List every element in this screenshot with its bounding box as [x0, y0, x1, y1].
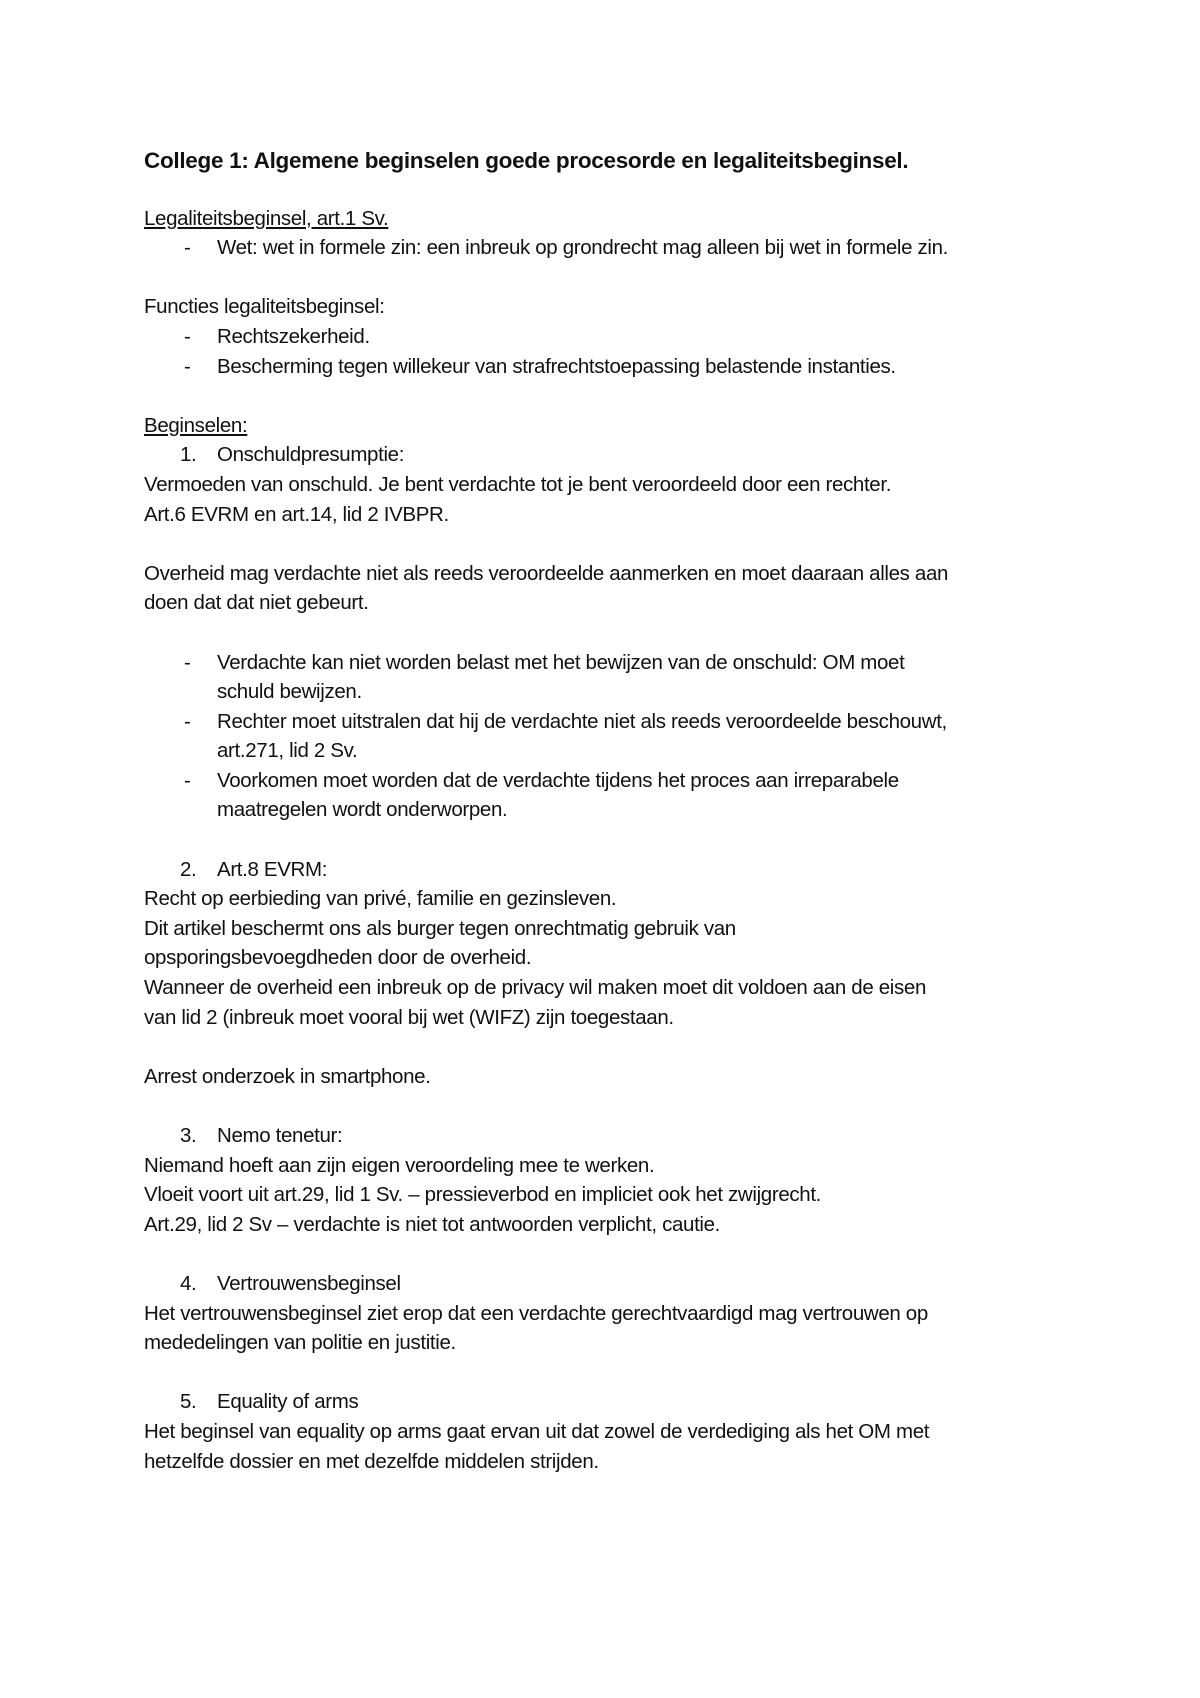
list-item-text: Verdachte kan niet worden belast met het bewijzen van de onschuld: OM moet	[217, 650, 905, 674]
bullet-dash: -	[184, 354, 191, 378]
section-heading-legaliteitsbeginsel: Legaliteitsbeginsel, art.1 Sv.	[144, 206, 389, 230]
item-label: Vertrouwensbeginsel	[217, 1271, 401, 1295]
bullet-dash: -	[184, 650, 191, 674]
numbered-item-heading	[144, 440, 1064, 470]
paragraph-line: opsporingsbevoegdheden door de overheid.	[144, 946, 532, 970]
paragraph-line: mededelingen van politie en justitie.	[144, 1331, 456, 1355]
list-item	[144, 352, 1064, 382]
section-heading-beginselen: Beginselen:	[144, 413, 248, 437]
paragraph-line: doen dat dat niet gebeurt.	[144, 591, 369, 615]
list-item	[144, 766, 1064, 796]
paragraph-line: Dit artikel beschermt ons als burger tegen onrechtmatig gebruik van	[144, 916, 736, 940]
numbered-item-heading	[144, 1269, 1064, 1299]
bullet-dash: -	[184, 709, 191, 733]
item-label: Nemo tenetur:	[217, 1124, 343, 1147]
item-label: Equality of arms	[217, 1390, 359, 1414]
list-item-text: maatregelen wordt onderworpen.	[217, 798, 508, 822]
list-item	[144, 233, 1064, 263]
list-item-text: Rechter moet uitstralen dat hij de verdachte niet als reeds veroordeelde beschouwt,	[217, 709, 947, 733]
list-item-continuation	[144, 736, 1064, 766]
list-item-text: art.271, lid 2 Sv.	[217, 739, 358, 763]
paragraph-line: Niemand hoeft aan zijn eigen veroordeling mee te werken.	[144, 1153, 655, 1177]
paragraph-line: Overheid mag verdachte niet als reeds veroordeelde aanmerken en moet daaraan alles aan	[144, 561, 949, 585]
list-item-text: Voorkomen moet worden dat de verdachte tijdens het proces aan irreparabele	[217, 768, 899, 792]
paragraph-line: Vermoeden van onschuld. Je bent verdachte tot je bent veroordeeld door een rechter.	[144, 472, 892, 496]
item-label: Art.8 EVRM:	[217, 857, 328, 881]
paragraph-line: Arrest onderzoek in smartphone.	[144, 1064, 431, 1088]
item-number: 2.	[180, 857, 197, 881]
bullet-dash: -	[184, 768, 191, 792]
section-heading-functies: Functies legaliteitsbeginsel:	[144, 295, 385, 319]
paragraph-line: Wanneer de overheid een inbreuk op de privacy wil maken moet dit voldoen aan de eisen	[144, 976, 927, 1000]
item-label: Onschuldpresumptie:	[217, 443, 405, 467]
list-item	[144, 322, 1064, 352]
paragraph-line: hetzelfde dossier en met dezelfde middelen strijden.	[144, 1449, 599, 1473]
numbered-item-heading	[144, 1387, 1064, 1417]
list-item	[144, 648, 1064, 678]
paragraph-line: Vloeit voort uit art.29, lid 1 Sv. – pressieverbod en impliciet ook het zwijgrecht.	[144, 1183, 822, 1207]
document-title: College 1: Algemene beginselen goede procesorde en legaliteitsbeginsel.	[144, 148, 909, 173]
numbered-item-heading	[144, 855, 1064, 885]
item-number: 5.	[180, 1390, 197, 1414]
item-number: 3.	[180, 1124, 197, 1147]
document-body	[144, 146, 1064, 1476]
list-item-continuation	[144, 677, 1064, 707]
item-number: 4.	[180, 1271, 197, 1295]
item-number: 1.	[180, 443, 197, 467]
paragraph-line: van lid 2 (inbreuk moet vooral bij wet (WIFZ) zijn toegestaan.	[144, 1005, 674, 1029]
numbered-item-heading	[144, 1121, 1064, 1151]
list-item-text: Bescherming tegen willekeur van strafrechtstoepassing belastende instanties.	[217, 354, 896, 378]
list-item-text: Rechtszekerheid.	[217, 324, 370, 348]
list-item-text: Wet: wet in formele zin: een inbreuk op grondrecht mag alleen bij wet in formele zin.	[217, 236, 949, 260]
list-item-text: schuld bewijzen.	[217, 680, 362, 704]
paragraph-line: Het beginsel van equality op arms gaat ervan uit dat zowel de verdediging als het OM met	[144, 1419, 930, 1443]
paragraph-line: Art.6 EVRM en art.14, lid 2 IVBPR.	[144, 502, 449, 526]
bullet-dash: -	[184, 324, 191, 348]
paragraph-line: Het vertrouwensbeginsel ziet erop dat een verdachte gerechtvaardigd mag vertrouwen op	[144, 1301, 928, 1325]
paragraph-line: Art.29, lid 2 Sv – verdachte is niet tot antwoorden verplicht, cautie.	[144, 1212, 721, 1236]
list-item	[144, 707, 1064, 737]
list-item-continuation	[144, 795, 1064, 825]
bullet-dash: -	[184, 236, 191, 260]
paragraph-line: Recht op eerbieding van privé, familie en gezinsleven.	[144, 887, 617, 911]
